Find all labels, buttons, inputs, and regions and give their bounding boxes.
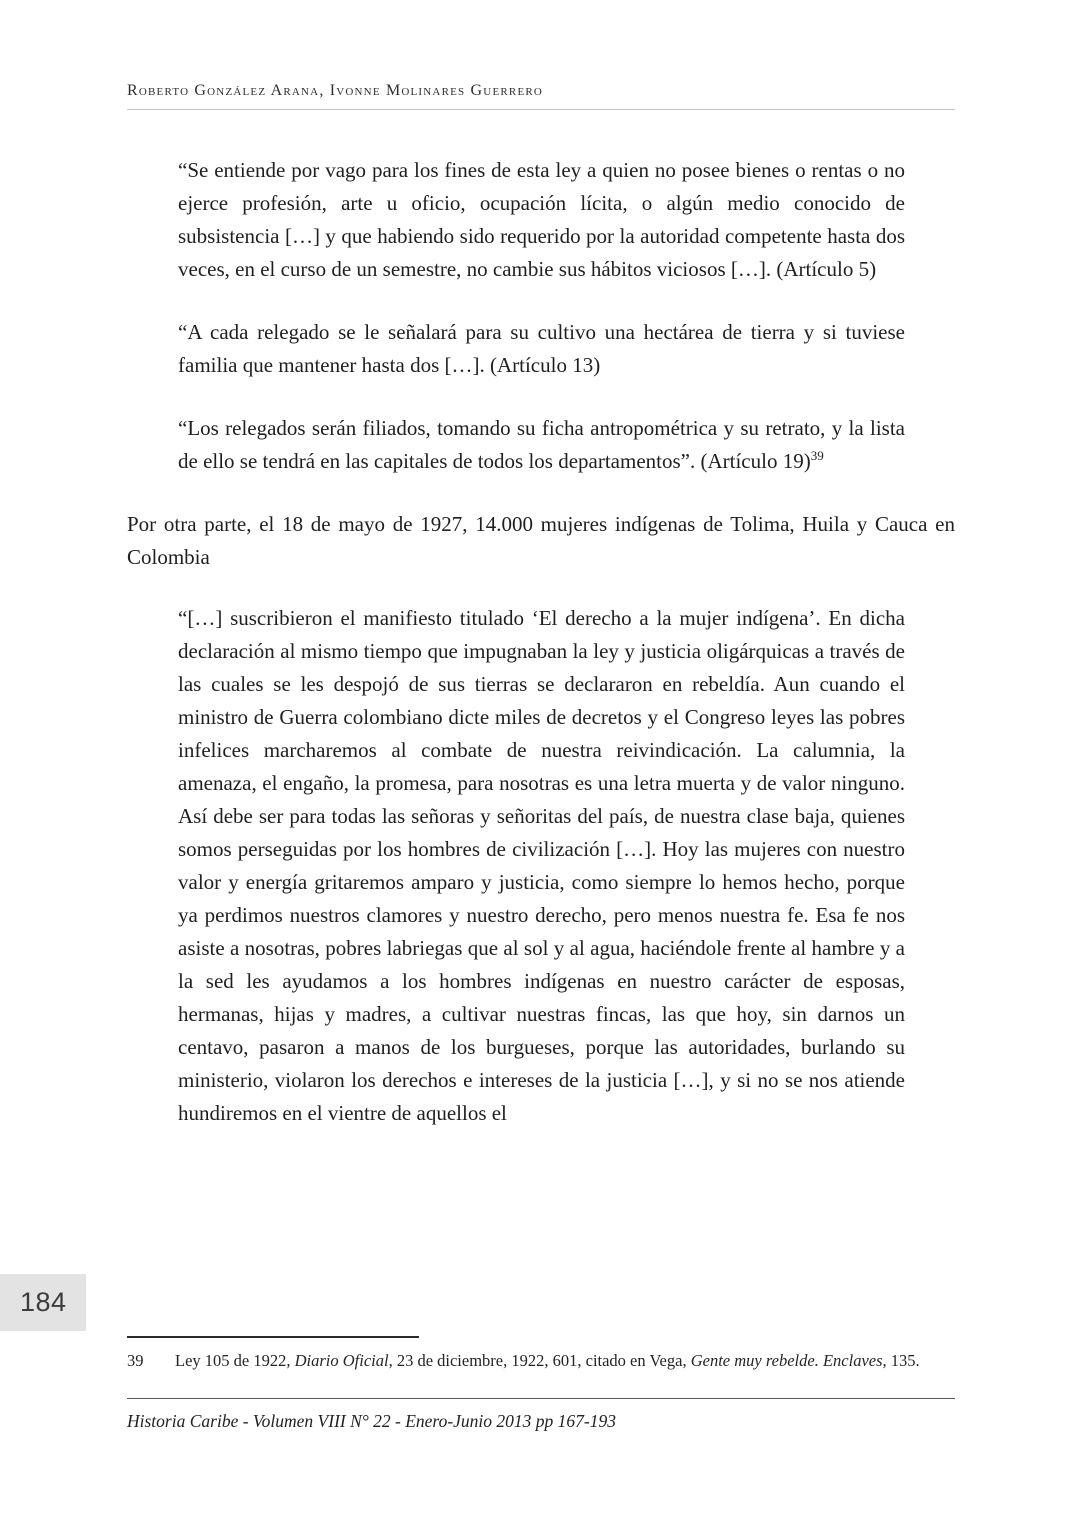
body-paragraph: Por otra parte, el 18 de mayo de 1927, 14.000 mujeres indígenas de Tolima, Huila y Cauca en Colombia — [127, 512, 955, 569]
quote-manifiesto-mujer-indigena: “[…] suscribieron el manifiesto titulado ‘El derecho a la mujer indígena’. En dicha declaración al mismo tiempo que impugnaban la ley y justicia oligárquicas a través de las cuales se les despojó de sus tierras se declararon en rebeldía. Aun cuando el ministro de Guerra colombiano dicte miles de decretos y el Congreso leyes las pobres infelices marcharemos al combate de nuestra reivindicación. La calumnia, la amenaza, el engaño, la promesa, para nosotras es una letra muerta y de valor ninguno. Así debe ser para todas las señoras y señoritas del país, de nuestra clase baja, quienes somos perseguidas por los hombres de civilización […]. Hoy las mujeres con nuestro valor y energía gritaremos amparo y justicia, como siempre lo hemos hecho, porque ya perdimos nuestros clamores y nuestro derecho, pero menos nuestra fe. Esa fe nos asiste a nosotras, pobres labriegas que al sol y al agua, haciéndole frente al hambre y a la sed les ayudamos a los hombres indígenas en nuestro carácter de esposas, hermanas, hijas y madres, a cultivar nuestras fincas, las que hoy, sin darnos un centavo, pasaron a manos de los burgueses, porque las autoridades, burlando su ministerio, violaron los derechos e intereses de la justicia […], y si no se nos atiende hundiremos en el vientre de aquellos el — [178, 606, 905, 1125]
page-body — [127, 154, 955, 1130]
footnote-number: 39 — [127, 1351, 144, 1370]
running-header-authors: Roberto González Arana, Ivonne Molinares Guerrero — [127, 82, 955, 110]
footnote-39-reference: 39 — [810, 448, 824, 463]
footnote-segment-1: Ley 105 de 1922, — [175, 1351, 295, 1370]
page-number-box — [0, 1274, 86, 1331]
quote-articulo-5: “Se entiende por vago para los fines de esta ley a quien no posee bienes o rentas o no ejerce profesión, arte u oficio, ocupación lícita, o algún medio conocido de subsistencia […] y que habiendo sido requerido por la autoridad competente hasta dos veces, en el curso de un semestre, no cambie sus hábitos viciosos […]. (Artículo 5) — [178, 158, 905, 281]
footnote-separator-rule — [127, 1336, 419, 1338]
page-number: 184 — [20, 1287, 67, 1317]
footnote-39 — [127, 1350, 955, 1372]
quote-articulo-19 — [178, 412, 905, 478]
quote-articulo-13: “A cada relegado se le señalará para su cultivo una hectárea de tierra y si tuviese familia que mantener hasta dos […]. (Artículo 13) — [178, 320, 905, 377]
journal-footer: Historia Caribe - Volumen VIII N° 22 - Enero-Junio 2013 pp 167-193 — [127, 1411, 617, 1431]
footnote-segment-5: 135. — [886, 1351, 920, 1370]
quote-articulo-19-text: “Los relegados serán filiados, tomando su ficha antropométrica y su retrato, y la lista de ello se tendrá en las capitales de todos los departamentos”. (Artículo 19) — [178, 416, 905, 473]
footnote-segment-3: , 23 de diciembre, 1922, 601, citado en Vega, — [388, 1351, 691, 1370]
page-footer-area — [127, 1336, 955, 1432]
footnote-segment-4-italic: Gente muy rebelde. Enclaves, — [690, 1351, 887, 1370]
running-header — [127, 82, 955, 110]
footer-separator-rule — [127, 1398, 955, 1399]
footnote-segment-2-italic: Diario Oficial — [294, 1351, 389, 1370]
footnote-text — [175, 1350, 955, 1372]
